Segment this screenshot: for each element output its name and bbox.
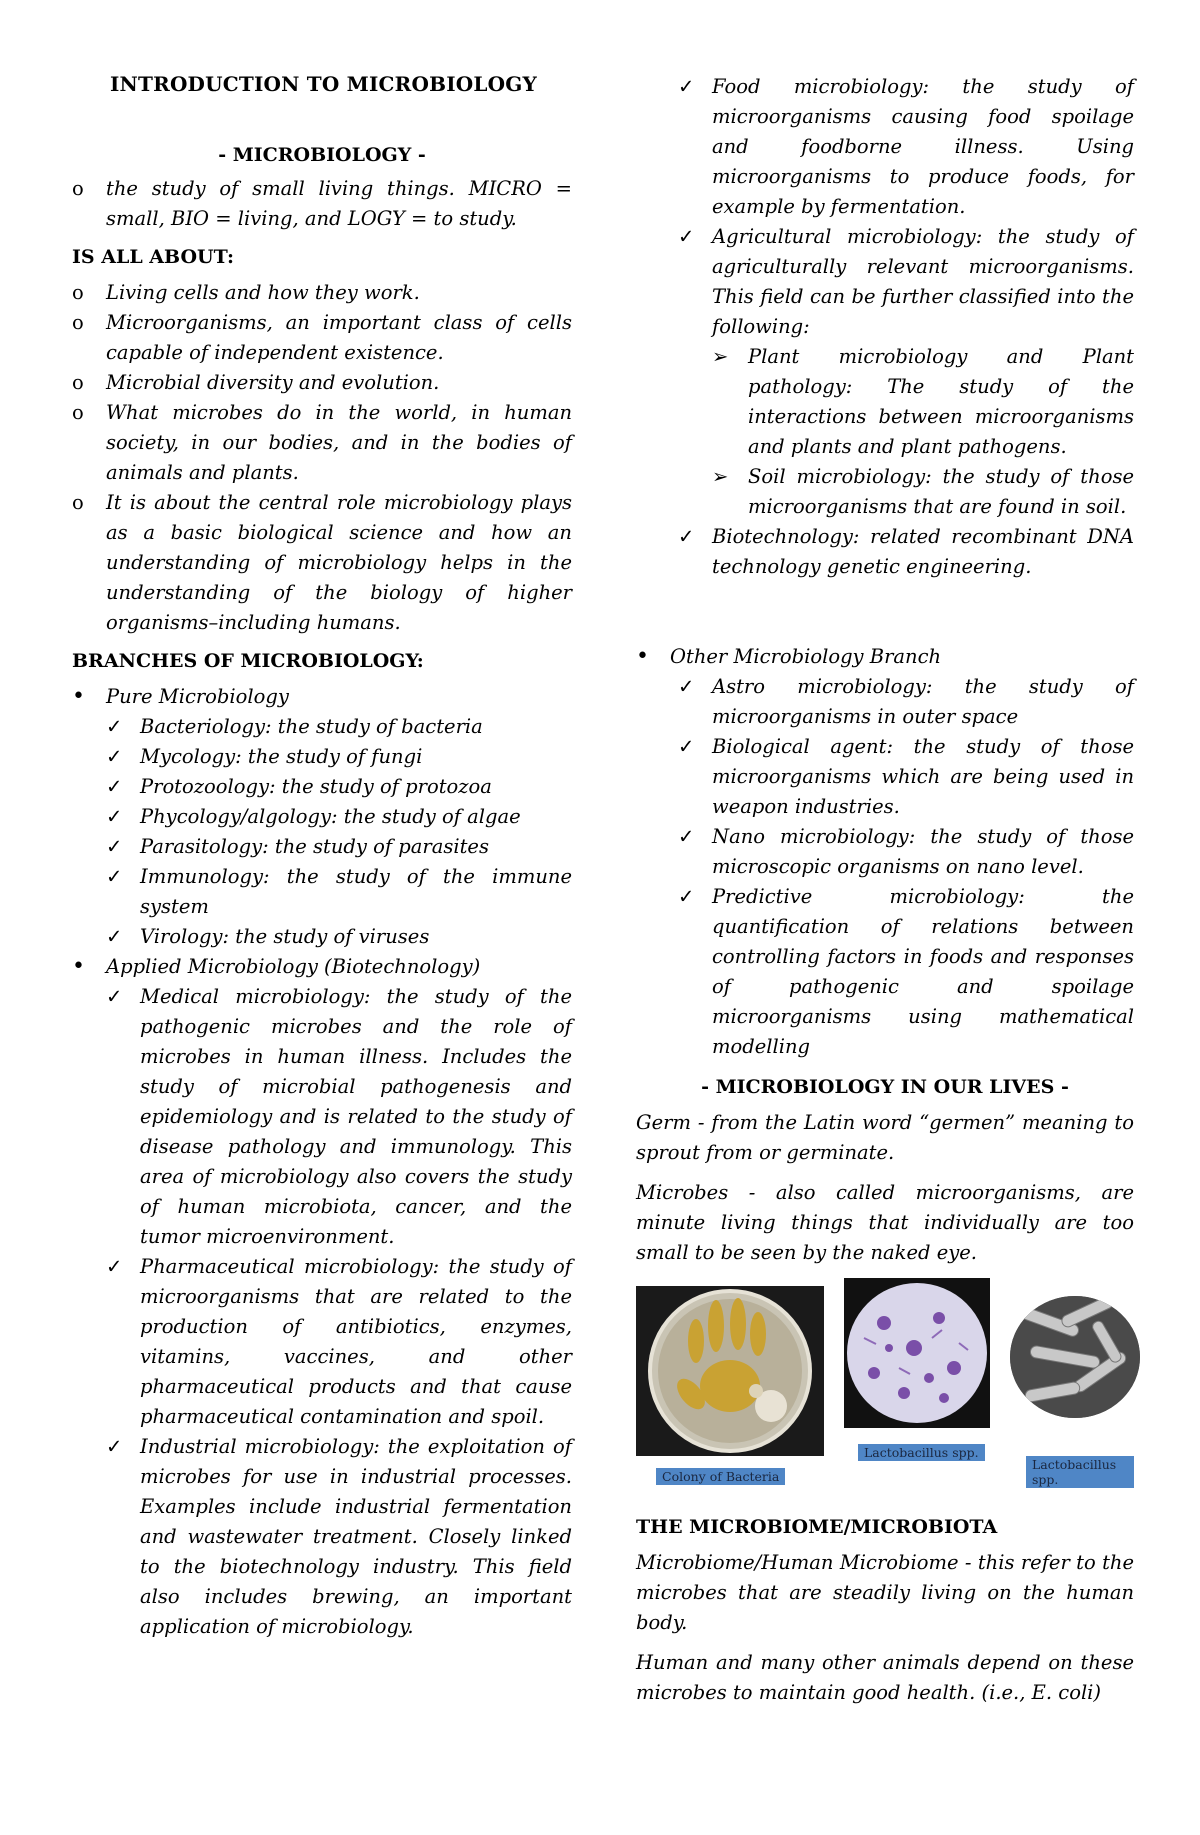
microbe-photos bbox=[636, 1286, 1134, 1506]
branch-item: Astro microbiology: the study of microorganisms in outer space bbox=[712, 675, 1134, 728]
other-branch-label: Other Microbiology Branch bbox=[670, 645, 942, 668]
list-item bbox=[72, 488, 572, 638]
applied-sublist bbox=[106, 982, 572, 1642]
checkmark-icon: ✓ bbox=[106, 865, 123, 888]
list-item bbox=[106, 982, 572, 1252]
bacteria-colony-photo bbox=[636, 1286, 824, 1456]
list-item bbox=[106, 862, 572, 922]
branch-item: Industrial microbiology: the exploitation of microbes for use in industrial processes. Examples include industrial fermentation and wastewater treatment. Closely linked to the biotechnology industry. This field also includes brewing, an important application of microbiology. bbox=[140, 1435, 572, 1638]
checkmark-icon: ✓ bbox=[678, 525, 695, 548]
checkmark-icon: ✓ bbox=[106, 745, 123, 768]
applied-continued bbox=[678, 72, 1134, 582]
branch-item: Bacteriology: the study of bacteria bbox=[140, 715, 483, 738]
list-item bbox=[678, 522, 1134, 582]
checkmark-icon: ✓ bbox=[106, 835, 123, 858]
checkmark-icon: ✓ bbox=[106, 775, 123, 798]
lives-heading: - MICROBIOLOGY IN OUR LIVES - bbox=[701, 1076, 1069, 1098]
about-item: Living cells and how they work. bbox=[106, 281, 420, 304]
lactobacillus-microscope-photo bbox=[844, 1278, 990, 1428]
list-item bbox=[678, 222, 1134, 342]
microbiome-heading: THE MICROBIOME/MICROBIOTA bbox=[636, 1516, 998, 1538]
list-item bbox=[72, 368, 572, 398]
branch-item: Mycology: the study of fungi bbox=[140, 745, 423, 768]
branch-item: Biological agent: the study of those microorganisms which are being used in weapon industries. bbox=[712, 735, 1134, 818]
dot-bullet-icon: • bbox=[72, 684, 85, 709]
germ-text: Germ - from the Latin word “germen” meaning to sprout from or germinate. bbox=[636, 1111, 1134, 1164]
list-item bbox=[678, 672, 1134, 732]
branch-item: Agricultural microbiology: the study of agriculturally relevant microorganisms. This field can be further classified into the following: bbox=[712, 225, 1134, 338]
circle-bullet-icon: o bbox=[72, 371, 84, 394]
photo-caption: Lactobacillus spp. bbox=[858, 1444, 985, 1461]
about-heading: IS ALL ABOUT: bbox=[72, 246, 235, 268]
circle-bullet-icon: o bbox=[72, 401, 84, 424]
checkmark-icon: ✓ bbox=[106, 985, 123, 1008]
about-item: Microbial diversity and evolution. bbox=[106, 371, 440, 394]
list-item bbox=[72, 952, 572, 982]
circle-bullet-icon: o bbox=[72, 177, 84, 200]
definition-text: the study of small living things. MICRO = small, BIO = living, and LOGY = to study. bbox=[106, 177, 572, 230]
list-item bbox=[106, 742, 572, 772]
applied-microbiology-label: Applied Microbiology (Biotechnology) bbox=[106, 955, 481, 978]
about-list bbox=[72, 278, 572, 638]
photo-caption: Colony of Bacteria bbox=[656, 1468, 785, 1485]
branches-list bbox=[72, 682, 572, 1642]
pure-sublist bbox=[106, 712, 572, 952]
checkmark-icon: ✓ bbox=[678, 675, 695, 698]
list-item bbox=[636, 642, 1134, 672]
list-item bbox=[712, 462, 1134, 522]
checkmark-icon: ✓ bbox=[678, 735, 695, 758]
list-item bbox=[106, 832, 572, 862]
about-item: What microbes do in the world, in human society, in our bodies, and in the bodies of animals and plants. bbox=[106, 401, 572, 484]
sub-branch-item: Plant microbiology and Plant pathology: The study of the interactions between microorganisms and plants and plant pathogens. bbox=[748, 345, 1134, 458]
circle-bullet-icon: o bbox=[72, 311, 84, 334]
about-item: It is about the central role microbiology plays as a basic biological science and how an understanding of microbiology helps in the understanding of the biology of higher organisms–including humans. bbox=[106, 491, 572, 634]
document-title: INTRODUCTION TO MICROBIOLOGY bbox=[110, 72, 538, 96]
arrow-bullet-icon: ➢ bbox=[712, 345, 729, 368]
about-item: Microorganisms, an important class of cells capable of independent existence. bbox=[106, 311, 572, 364]
list-item bbox=[678, 882, 1134, 1062]
list-item bbox=[678, 822, 1134, 882]
list-item bbox=[106, 802, 572, 832]
checkmark-icon: ✓ bbox=[106, 1255, 123, 1278]
list-item bbox=[106, 1432, 572, 1642]
checkmark-icon: ✓ bbox=[106, 715, 123, 738]
branch-item: Virology: the study of viruses bbox=[140, 925, 430, 948]
checkmark-icon: ✓ bbox=[106, 925, 123, 948]
sub-branch-item: Soil microbiology: the study of those microorganisms that are found in soil. bbox=[748, 465, 1134, 518]
checkmark-icon: ✓ bbox=[678, 825, 695, 848]
agri-sublist bbox=[712, 342, 1134, 522]
branch-item: Phycology/algology: the study of algae bbox=[140, 805, 521, 828]
branch-item: Protozoology: the study of protozoa bbox=[140, 775, 492, 798]
microbiome-definition: Microbiome/Human Microbiome - this refer to the microbes that are steadily living on the human body. bbox=[636, 1551, 1134, 1634]
left-column bbox=[72, 72, 572, 1642]
branch-item: Predictive microbiology: the quantification of relations between controlling factors in foods and responses of pathogenic and spoilage microorganisms using mathematical modelling bbox=[712, 885, 1134, 1058]
checkmark-icon: ✓ bbox=[106, 1435, 123, 1458]
branch-item: Parasitology: the study of parasites bbox=[140, 835, 489, 858]
list-item bbox=[106, 922, 572, 952]
branch-item: Biotechnology: related recombinant DNA technology genetic engineering. bbox=[712, 525, 1134, 578]
list-item bbox=[678, 732, 1134, 822]
other-sublist bbox=[678, 672, 1134, 1062]
branch-item: Pharmaceutical microbiology: the study of microorganisms that are related to the production of antibiotics, enzymes, vitamins, vaccines, and other pharmaceutical products and that cause pharmaceutical contamination and spoil. bbox=[140, 1255, 572, 1428]
checkmark-icon: ✓ bbox=[678, 225, 695, 248]
list-item bbox=[678, 72, 1134, 222]
checkmark-icon: ✓ bbox=[106, 805, 123, 828]
branch-item: Food microbiology: the study of microorganisms causing food spoilage and foodborne illness. Using microorganisms to produce foods, for example by fermentation. bbox=[712, 75, 1134, 218]
branches-heading: BRANCHES OF MICROBIOLOGY: bbox=[72, 650, 424, 672]
list-item bbox=[106, 1252, 572, 1432]
list-item bbox=[106, 712, 572, 742]
microbiome-dependence: Human and many other animals depend on these microbes to maintain good health. (i.e., E. coli) bbox=[636, 1651, 1134, 1704]
microbes-text: Microbes - also called microorganisms, are minute living things that individually are too small to be seen by the naked eye. bbox=[636, 1181, 1134, 1264]
branch-item: Medical microbiology: the study of the pathogenic microbes and the role of microbes in human illness. Includes the study of microbial pathogenesis and epidemiology and is related to the study of disease pathology and immunology. This area of microbiology also covers the study of human microbiota, cancer, and the tumor microenvironment. bbox=[140, 985, 572, 1248]
list-item bbox=[72, 308, 572, 368]
section-heading-microbiology: - MICROBIOLOGY - bbox=[218, 144, 426, 166]
circle-bullet-icon: o bbox=[72, 281, 84, 304]
list-item bbox=[106, 772, 572, 802]
branch-item: Nano microbiology: the study of those microscopic organisms on nano level. bbox=[712, 825, 1134, 878]
list-item bbox=[72, 174, 572, 234]
list-item bbox=[72, 278, 572, 308]
list-item bbox=[72, 398, 572, 488]
circle-bullet-icon: o bbox=[72, 491, 84, 514]
photo-caption: Lactobacillus spp. bbox=[1026, 1456, 1134, 1488]
list-item bbox=[712, 342, 1134, 462]
lactobacillus-sem-photo bbox=[1010, 1296, 1140, 1418]
checkmark-icon: ✓ bbox=[678, 75, 695, 98]
arrow-bullet-icon: ➢ bbox=[712, 465, 729, 488]
list-item bbox=[72, 682, 572, 712]
branch-item: Immunology: the study of the immune system bbox=[140, 865, 572, 918]
dot-bullet-icon: • bbox=[72, 954, 85, 979]
pure-microbiology-label: Pure Microbiology bbox=[106, 685, 289, 708]
checkmark-icon: ✓ bbox=[678, 885, 695, 908]
right-column bbox=[636, 72, 1134, 1708]
dot-bullet-icon: • bbox=[636, 644, 649, 669]
